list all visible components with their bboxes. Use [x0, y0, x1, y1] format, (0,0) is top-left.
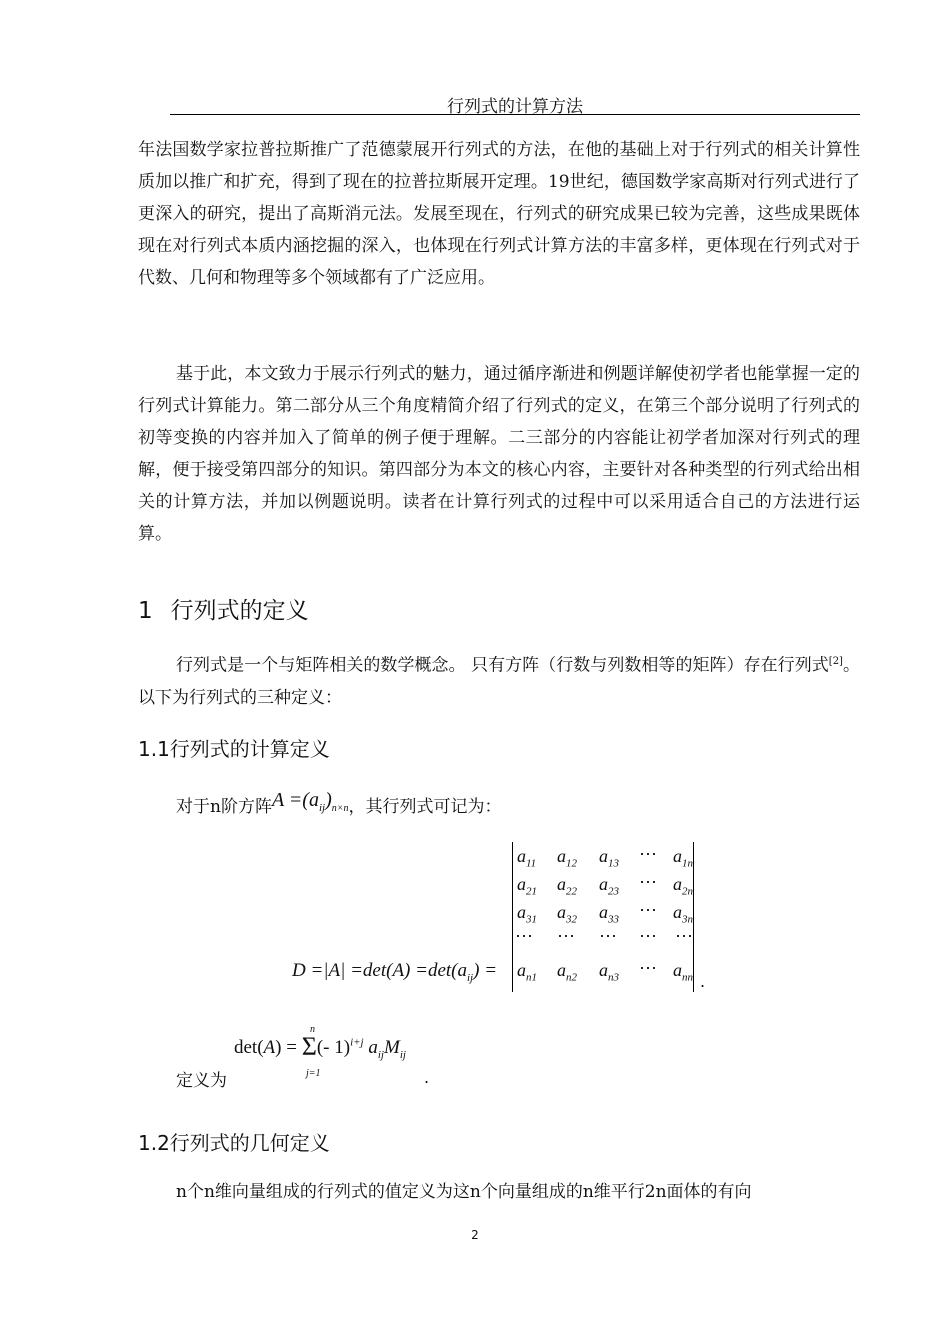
paragraph-geometric-definition: n个n维向量组成的行列式的值定义为这n个向量组成的n维平行2n面体的有向 — [176, 1182, 752, 1202]
determinant-lhs: $D =|A| =\det(A) =\det(a_{ij})$ = — [292, 960, 498, 984]
citation: [2] — [828, 656, 843, 667]
matrix-intro-text: 对于n阶方阵 — [176, 797, 272, 817]
subsection-heading-1-1: 1.1行列式的计算定义 — [138, 737, 330, 761]
page-number: 2 — [471, 1228, 479, 1242]
paragraph-definition-intro — [138, 646, 860, 714]
matrix-intro-tail: ，其行列式可记为： — [348, 797, 502, 817]
running-header: 行列式的计算方法 — [447, 97, 583, 117]
definition-label: 定义为 — [176, 1071, 227, 1091]
subsection-heading-1-2: 1.2行列式的几何定义 — [138, 1131, 330, 1155]
expansion-formula: det(A) = Σ(- 1)$^{i+j}$ $a_{ij}M_{ij}$ n j=1 — [234, 1024, 406, 1079]
paragraph-overview: 基于此，本文致力于展示行列式的魅力，通过循序渐进和例题详解使初学者也能掌握一定的行列式计算能力。第二部分从三个角度精简介绍了行列式的定义，在第三个部分说明了行列式的初等变换的内容并加入了简单的例子便于理解。二三部分的内容能让初学者加深对行列式的理解，便于接受第四部分的知识。第四部分为本文的核心内容，主要针对各种类型的行列式给出相关的计算方法，并加以例题说明。读者在计算行列式的过程中可以采用适合自己的方法进行运算。 — [138, 364, 860, 544]
section-heading — [138, 592, 309, 625]
definition-intro-text: 行列式是一个与矩阵相关的数学概念。 只有方阵（行数与列数相等的矩阵）存在行列式 — [176, 655, 829, 676]
header-rule — [170, 114, 860, 115]
section-title: 行列式的定义 — [170, 598, 309, 624]
formula-period: . — [424, 1068, 430, 1087]
matrix-period: . — [700, 972, 706, 991]
determinant-matrix: $a_{11}$ $a_{12}$ $a_{13}$ ⋯ $a_{1n}$ $a_{21}$ $a_{22}$ $a_{23}$ ⋯ $a_{2n}$ $a_{31}$ $a_{32}$ $a_{33}$ ⋯ $a_{3n}$ ⋯ ⋯ ⋯ ⋯ ⋯ $a_{n1}$ $a_{n2}$ $a_{n3}$ ⋯ $a_{nn}$ — [512, 842, 694, 992]
paragraph-history: 年法国数学家拉普拉斯推广了范德蒙展开行列式的方法，在他的基础上对于行列式的相关计算性质加以推广和扩充，得到了现在的拉普拉斯展开定理。19世纪，德国数学家高斯对行列式进行了更深入的研究，提出了高斯消元法。发展至现在，行列式的研究成果已较为完善，这些成果既体现在对行列式本质内涵挖掘的深入，也体现在行列式计算方法的丰富多样，更体现在行列式对于代数、几何和物理等多个领域都有了广泛应用。 — [138, 140, 860, 288]
section-number: 1 — [138, 598, 153, 624]
matrix-intro-line — [176, 789, 502, 820]
matrix-formula: $A =(a_{ij})_{n\times n}$ — [271, 789, 349, 814]
definition-intro-tail: 。以下为行列式的三种定义： — [138, 655, 861, 708]
